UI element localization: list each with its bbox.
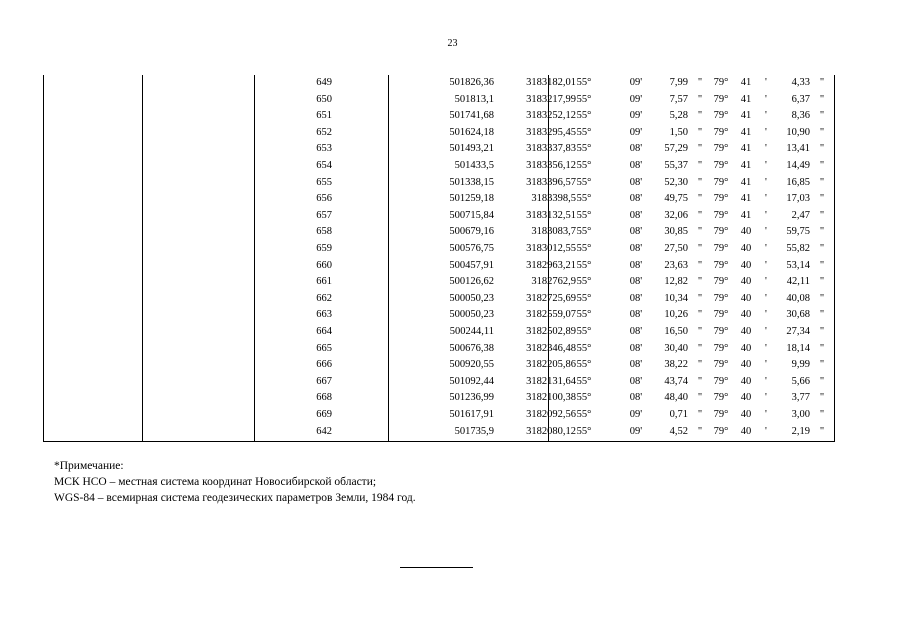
minutes-mark: ' xyxy=(765,276,767,288)
x-coordinate: 500920,55 xyxy=(449,359,494,371)
longitude-seconds: 42,11 xyxy=(786,276,810,288)
table-row xyxy=(44,141,834,158)
minutes-mark: ' xyxy=(765,359,767,371)
seconds-mark: " xyxy=(697,425,703,437)
seconds-mark: " xyxy=(697,292,703,304)
seconds-mark: " xyxy=(819,226,825,238)
seconds-mark: " xyxy=(697,342,703,354)
longitude-minutes: 41 xyxy=(740,143,752,155)
longitude-degrees: 79° xyxy=(713,359,729,371)
x-coordinate: 501236,99 xyxy=(449,392,494,404)
longitude-minutes: 41 xyxy=(740,193,752,205)
latitude-degrees: 55° xyxy=(576,309,592,321)
latitude-seconds: 57,29 xyxy=(664,143,688,155)
seconds-mark: " xyxy=(819,375,825,387)
minutes-mark: ' xyxy=(765,77,767,88)
table-row xyxy=(44,307,834,324)
longitude-degrees: 79° xyxy=(713,375,729,387)
minutes-mark: ' xyxy=(765,93,767,105)
longitude-minutes: 41 xyxy=(740,176,752,188)
longitude-seconds: 55,82 xyxy=(786,243,810,254)
y-coordinate: 3183182,01 xyxy=(526,77,576,88)
longitude-degrees: 79° xyxy=(713,226,729,238)
latitude-degrees: 55° xyxy=(576,359,592,371)
y-coordinate: 3183252,12 xyxy=(526,110,576,122)
latitude-degrees: 55° xyxy=(576,209,592,221)
x-coordinate: 501617,91 xyxy=(449,409,494,420)
longitude-seconds: 16,85 xyxy=(786,176,810,188)
longitude-minutes: 41 xyxy=(740,110,752,122)
longitude-minutes: 40 xyxy=(740,342,752,354)
table-row xyxy=(44,258,834,275)
latitude-degrees: 55° xyxy=(576,409,592,420)
longitude-seconds: 59,75 xyxy=(786,226,810,238)
longitude-minutes: 41 xyxy=(740,209,752,221)
longitude-degrees: 79° xyxy=(713,209,729,221)
point-number: 667 xyxy=(316,375,332,387)
seconds-mark: " xyxy=(819,259,825,271)
latitude-minutes: 09' xyxy=(629,425,643,437)
minutes-mark: ' xyxy=(765,209,767,221)
minutes-mark: ' xyxy=(765,342,767,354)
point-number: 664 xyxy=(316,326,332,337)
minutes-mark: ' xyxy=(765,309,767,321)
longitude-degrees: 79° xyxy=(713,143,729,155)
longitude-minutes: 40 xyxy=(740,409,752,420)
seconds-mark: " xyxy=(819,326,825,337)
y-coordinate: 3182725,69 xyxy=(526,292,576,304)
y-coordinate: 3183356,12 xyxy=(526,160,576,171)
table-row xyxy=(44,324,834,341)
point-number: 668 xyxy=(316,392,332,404)
longitude-degrees: 79° xyxy=(713,160,729,171)
seconds-mark: " xyxy=(819,209,825,221)
x-coordinate: 500576,75 xyxy=(449,243,494,254)
page-number: 23 xyxy=(447,38,458,49)
longitude-seconds: 13,41 xyxy=(786,143,810,155)
minutes-mark: ' xyxy=(765,110,767,122)
y-coordinate: 3182100,38 xyxy=(526,392,576,404)
x-coordinate: 501433,5 xyxy=(454,160,494,171)
longitude-degrees: 79° xyxy=(713,110,729,122)
latitude-minutes: 08' xyxy=(629,342,643,354)
footnote-heading: *Примечание: xyxy=(54,460,124,472)
longitude-minutes: 40 xyxy=(740,326,752,337)
table-row xyxy=(44,158,834,175)
point-number: 655 xyxy=(316,176,332,188)
x-coordinate: 500676,38 xyxy=(449,342,494,354)
latitude-seconds: 10,26 xyxy=(664,309,688,321)
point-number: 666 xyxy=(316,359,332,371)
seconds-mark: " xyxy=(697,259,703,271)
seconds-mark: " xyxy=(697,309,703,321)
table-row xyxy=(44,175,834,192)
latitude-degrees: 55° xyxy=(576,143,592,155)
table-row xyxy=(44,224,834,241)
x-coordinate: 501092,44 xyxy=(449,375,494,387)
longitude-seconds: 6,37 xyxy=(791,93,810,105)
point-number: 654 xyxy=(316,160,332,171)
latitude-minutes: 08' xyxy=(629,143,643,155)
coordinates-table xyxy=(43,75,835,442)
seconds-mark: " xyxy=(697,326,703,337)
table-row xyxy=(44,274,834,291)
seconds-mark: " xyxy=(819,359,825,371)
longitude-minutes: 40 xyxy=(740,259,752,271)
latitude-minutes: 08' xyxy=(629,292,643,304)
minutes-mark: ' xyxy=(765,259,767,271)
latitude-seconds: 52,30 xyxy=(664,176,688,188)
point-number: 651 xyxy=(316,110,332,122)
x-coordinate: 500715,84 xyxy=(449,209,494,221)
x-coordinate: 500126,62 xyxy=(449,276,494,288)
footnote-line-msk: МСК НСО – местная система координат Новосибирской области; xyxy=(54,476,377,488)
latitude-minutes: 08' xyxy=(629,160,643,171)
latitude-degrees: 55° xyxy=(576,110,592,122)
latitude-minutes: 08' xyxy=(629,359,643,371)
longitude-seconds: 27,34 xyxy=(786,326,810,337)
minutes-mark: ' xyxy=(765,425,767,437)
longitude-seconds: 30,68 xyxy=(786,309,810,321)
longitude-seconds: 10,90 xyxy=(786,126,810,138)
longitude-minutes: 40 xyxy=(740,425,752,437)
latitude-degrees: 55° xyxy=(576,425,592,437)
latitude-degrees: 55° xyxy=(576,276,592,288)
longitude-minutes: 40 xyxy=(740,243,752,254)
x-coordinate: 500050,23 xyxy=(449,292,494,304)
seconds-mark: " xyxy=(697,209,703,221)
x-coordinate: 501493,21 xyxy=(449,143,494,155)
seconds-mark: " xyxy=(819,309,825,321)
longitude-degrees: 79° xyxy=(713,392,729,404)
seconds-mark: " xyxy=(819,193,825,205)
x-coordinate: 501741,68 xyxy=(449,110,494,122)
point-number: 650 xyxy=(316,93,332,105)
latitude-seconds: 7,57 xyxy=(669,93,688,105)
minutes-mark: ' xyxy=(765,243,767,254)
table-row xyxy=(44,357,834,374)
latitude-seconds: 5,28 xyxy=(669,110,688,122)
y-coordinate: 3182502,89 xyxy=(526,326,576,337)
latitude-minutes: 09' xyxy=(629,93,643,105)
point-number: 660 xyxy=(316,259,332,271)
latitude-seconds: 0,71 xyxy=(669,409,688,420)
latitude-minutes: 08' xyxy=(629,392,643,404)
latitude-minutes: 08' xyxy=(629,226,643,238)
x-coordinate: 501259,18 xyxy=(449,193,494,205)
longitude-seconds: 40,08 xyxy=(786,292,810,304)
table-row xyxy=(44,390,834,407)
latitude-minutes: 08' xyxy=(629,259,643,271)
latitude-degrees: 55° xyxy=(576,375,592,387)
longitude-minutes: 40 xyxy=(740,292,752,304)
point-number: 656 xyxy=(316,193,332,205)
latitude-seconds: 16,50 xyxy=(664,326,688,337)
x-coordinate: 501735,9 xyxy=(454,425,494,437)
x-coordinate: 501624,18 xyxy=(449,126,494,138)
longitude-degrees: 79° xyxy=(713,176,729,188)
seconds-mark: " xyxy=(819,160,825,171)
latitude-degrees: 55° xyxy=(576,226,592,238)
point-number: 662 xyxy=(316,292,332,304)
latitude-seconds: 23,63 xyxy=(664,259,688,271)
latitude-degrees: 55° xyxy=(576,176,592,188)
longitude-degrees: 79° xyxy=(713,425,729,437)
seconds-mark: " xyxy=(697,176,703,188)
y-coordinate: 3182559,07 xyxy=(526,309,576,321)
y-coordinate: 3182963,21 xyxy=(526,259,576,271)
footer-rule xyxy=(400,567,473,568)
longitude-seconds: 8,36 xyxy=(791,110,810,122)
longitude-minutes: 40 xyxy=(740,309,752,321)
point-number: 649 xyxy=(316,77,332,88)
longitude-seconds: 5,66 xyxy=(791,375,810,387)
latitude-seconds: 7,99 xyxy=(669,77,688,88)
minutes-mark: ' xyxy=(765,375,767,387)
latitude-seconds: 49,75 xyxy=(664,193,688,205)
seconds-mark: " xyxy=(697,143,703,155)
seconds-mark: " xyxy=(697,359,703,371)
longitude-degrees: 79° xyxy=(713,276,729,288)
minutes-mark: ' xyxy=(765,409,767,420)
longitude-minutes: 41 xyxy=(740,77,752,88)
seconds-mark: " xyxy=(819,143,825,155)
footnote-line-wgs: WGS-84 – всемирная система геодезических параметров Земли, 1984 год. xyxy=(54,492,416,504)
longitude-seconds: 2,47 xyxy=(791,209,810,221)
seconds-mark: " xyxy=(819,409,825,420)
minutes-mark: ' xyxy=(765,126,767,138)
seconds-mark: " xyxy=(697,392,703,404)
longitude-seconds: 3,77 xyxy=(791,392,810,404)
latitude-minutes: 09' xyxy=(629,77,643,88)
footnote xyxy=(54,458,416,506)
y-coordinate: 3183295,45 xyxy=(526,126,576,138)
table-row xyxy=(44,341,834,358)
latitude-seconds: 43,74 xyxy=(664,375,688,387)
seconds-mark: " xyxy=(697,276,703,288)
latitude-degrees: 55° xyxy=(576,292,592,304)
longitude-degrees: 79° xyxy=(713,309,729,321)
latitude-seconds: 27,50 xyxy=(664,243,688,254)
seconds-mark: " xyxy=(697,375,703,387)
latitude-seconds: 30,40 xyxy=(664,342,688,354)
longitude-minutes: 40 xyxy=(740,359,752,371)
latitude-degrees: 55° xyxy=(576,342,592,354)
longitude-minutes: 40 xyxy=(740,226,752,238)
longitude-minutes: 40 xyxy=(740,375,752,387)
table-row xyxy=(44,125,834,142)
minutes-mark: ' xyxy=(765,143,767,155)
table-row xyxy=(44,424,834,441)
y-coordinate: 3183132,51 xyxy=(526,209,576,221)
minutes-mark: ' xyxy=(765,193,767,205)
latitude-degrees: 55° xyxy=(576,392,592,404)
seconds-mark: " xyxy=(819,93,825,105)
longitude-minutes: 41 xyxy=(740,126,752,138)
point-number: 642 xyxy=(316,425,332,437)
seconds-mark: " xyxy=(697,160,703,171)
latitude-minutes: 08' xyxy=(629,209,643,221)
seconds-mark: " xyxy=(819,77,825,88)
latitude-minutes: 08' xyxy=(629,176,643,188)
table-row xyxy=(44,291,834,308)
x-coordinate: 500679,16 xyxy=(449,226,494,238)
latitude-minutes: 08' xyxy=(629,309,643,321)
longitude-degrees: 79° xyxy=(713,409,729,420)
y-coordinate: 3182131,64 xyxy=(526,375,576,387)
seconds-mark: " xyxy=(697,409,703,420)
minutes-mark: ' xyxy=(765,326,767,337)
latitude-degrees: 55° xyxy=(576,243,592,254)
latitude-minutes: 08' xyxy=(629,375,643,387)
y-coordinate: 3183012,55 xyxy=(526,243,576,254)
minutes-mark: ' xyxy=(765,292,767,304)
latitude-degrees: 55° xyxy=(576,160,592,171)
latitude-minutes: 09' xyxy=(629,126,643,138)
table-row xyxy=(44,191,834,208)
table-row xyxy=(44,108,834,125)
point-number: 663 xyxy=(316,309,332,321)
point-number: 653 xyxy=(316,143,332,155)
seconds-mark: " xyxy=(819,176,825,188)
seconds-mark: " xyxy=(819,110,825,122)
minutes-mark: ' xyxy=(765,176,767,188)
y-coordinate: 3183083,7 xyxy=(531,226,576,238)
minutes-mark: ' xyxy=(765,160,767,171)
latitude-degrees: 55° xyxy=(576,77,592,88)
longitude-seconds: 4,33 xyxy=(791,77,810,88)
latitude-seconds: 32,06 xyxy=(664,209,688,221)
latitude-minutes: 08' xyxy=(629,276,643,288)
seconds-mark: " xyxy=(819,292,825,304)
x-coordinate: 501826,36 xyxy=(449,77,494,88)
seconds-mark: " xyxy=(697,243,703,254)
point-number: 659 xyxy=(316,243,332,254)
seconds-mark: " xyxy=(819,392,825,404)
longitude-minutes: 41 xyxy=(740,93,752,105)
longitude-seconds: 9,99 xyxy=(791,359,810,371)
longitude-seconds: 53,14 xyxy=(786,259,810,271)
x-coordinate: 501338,15 xyxy=(449,176,494,188)
point-number: 661 xyxy=(316,276,332,288)
latitude-degrees: 55° xyxy=(576,126,592,138)
y-coordinate: 3183396,57 xyxy=(526,176,576,188)
latitude-minutes: 09' xyxy=(629,409,643,420)
latitude-seconds: 48,40 xyxy=(664,392,688,404)
latitude-minutes: 08' xyxy=(629,243,643,254)
seconds-mark: " xyxy=(697,226,703,238)
table-row xyxy=(44,208,834,225)
longitude-seconds: 2,19 xyxy=(791,425,810,437)
minutes-mark: ' xyxy=(765,226,767,238)
latitude-degrees: 55° xyxy=(576,259,592,271)
seconds-mark: " xyxy=(819,342,825,354)
y-coordinate: 3182762,9 xyxy=(531,276,576,288)
longitude-degrees: 79° xyxy=(713,93,729,105)
y-coordinate: 3182346,48 xyxy=(526,342,576,354)
point-number: 665 xyxy=(316,342,332,354)
seconds-mark: " xyxy=(697,77,703,88)
latitude-degrees: 55° xyxy=(576,326,592,337)
longitude-minutes: 40 xyxy=(740,392,752,404)
longitude-seconds: 17,03 xyxy=(786,193,810,205)
x-coordinate: 500244,11 xyxy=(449,326,494,337)
longitude-minutes: 40 xyxy=(740,276,752,288)
longitude-degrees: 79° xyxy=(713,243,729,254)
minutes-mark: ' xyxy=(765,392,767,404)
latitude-minutes: 09' xyxy=(629,110,643,122)
longitude-degrees: 79° xyxy=(713,126,729,138)
latitude-degrees: 55° xyxy=(576,193,592,205)
y-coordinate: 3182205,86 xyxy=(526,359,576,371)
latitude-degrees: 55° xyxy=(576,93,592,105)
longitude-degrees: 79° xyxy=(713,326,729,337)
latitude-seconds: 12,82 xyxy=(664,276,688,288)
longitude-degrees: 79° xyxy=(713,193,729,205)
x-coordinate: 500457,91 xyxy=(449,259,494,271)
table-row xyxy=(44,407,834,424)
y-coordinate: 3182080,12 xyxy=(526,425,576,437)
seconds-mark: " xyxy=(819,126,825,138)
longitude-seconds: 18,14 xyxy=(786,342,810,354)
latitude-minutes: 08' xyxy=(629,193,643,205)
latitude-seconds: 4,52 xyxy=(669,425,688,437)
y-coordinate: 3183337,83 xyxy=(526,143,576,155)
y-coordinate: 3183398,5 xyxy=(531,193,576,205)
latitude-seconds: 38,22 xyxy=(664,359,688,371)
latitude-seconds: 55,37 xyxy=(664,160,688,171)
longitude-degrees: 79° xyxy=(713,292,729,304)
longitude-degrees: 79° xyxy=(713,259,729,271)
table-row xyxy=(44,92,834,109)
seconds-mark: " xyxy=(819,276,825,288)
seconds-mark: " xyxy=(819,425,825,437)
table-row xyxy=(44,75,834,92)
seconds-mark: " xyxy=(697,126,703,138)
seconds-mark: " xyxy=(697,110,703,122)
table-row xyxy=(44,241,834,258)
latitude-seconds: 10,34 xyxy=(664,292,688,304)
latitude-seconds: 30,85 xyxy=(664,226,688,238)
longitude-seconds: 3,00 xyxy=(791,409,810,420)
x-coordinate: 500050,23 xyxy=(449,309,494,321)
seconds-mark: " xyxy=(697,93,703,105)
point-number: 669 xyxy=(316,409,332,420)
latitude-seconds: 1,50 xyxy=(669,126,688,138)
longitude-seconds: 14,49 xyxy=(786,160,810,171)
y-coordinate: 3183217,99 xyxy=(526,93,576,105)
point-number: 658 xyxy=(316,226,332,238)
seconds-mark: " xyxy=(697,193,703,205)
x-coordinate: 501813,1 xyxy=(454,93,494,105)
longitude-degrees: 79° xyxy=(713,77,729,88)
latitude-minutes: 08' xyxy=(629,326,643,337)
y-coordinate: 3182092,56 xyxy=(526,409,576,420)
seconds-mark: " xyxy=(819,243,825,254)
point-number: 657 xyxy=(316,209,332,221)
longitude-minutes: 41 xyxy=(740,160,752,171)
longitude-degrees: 79° xyxy=(713,342,729,354)
point-number: 652 xyxy=(316,126,332,138)
table-row xyxy=(44,374,834,391)
